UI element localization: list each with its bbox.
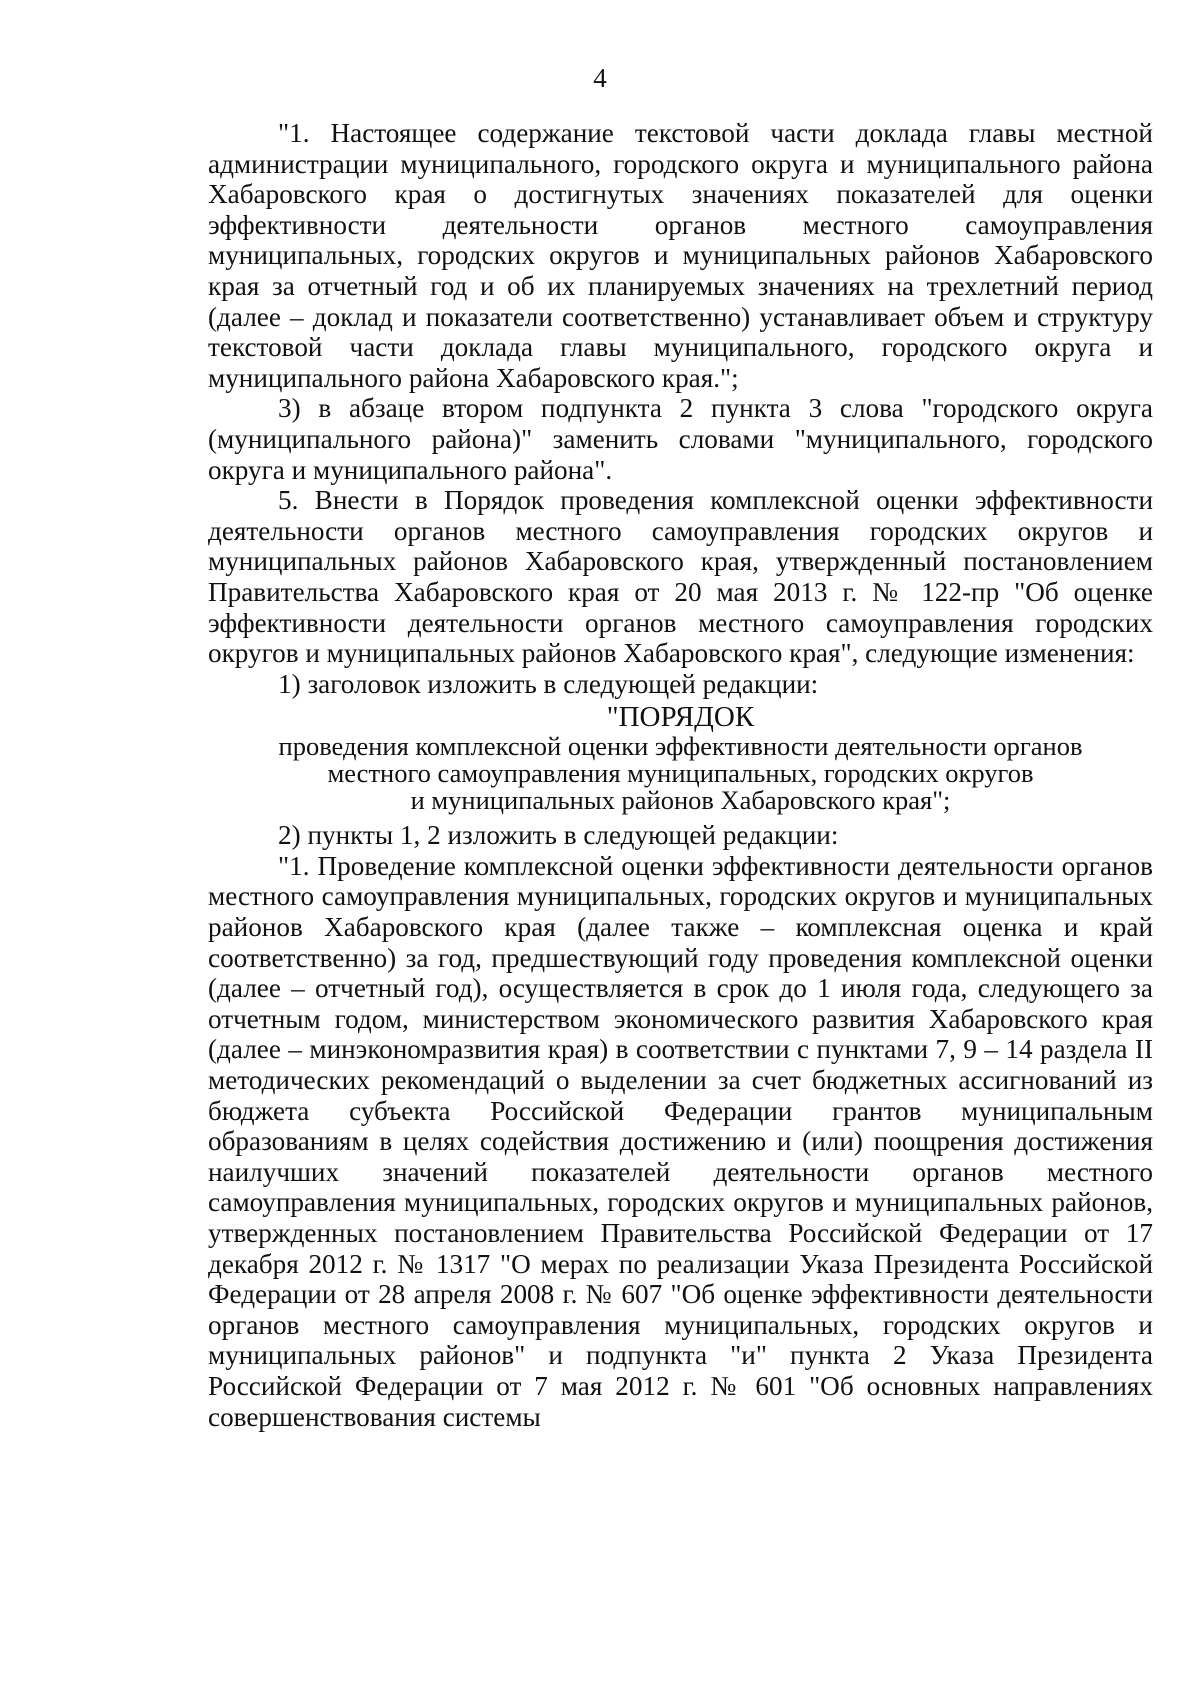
procedure-subtitle-line-1: проведения комплексной оценки эффективности деятельности органов <box>278 731 1083 762</box>
procedure-subtitle-line-2: местного самоуправления муниципальных, городских округов <box>327 758 1034 789</box>
paragraph-clause-1: "1. Настоящее содержание текстовой части доклада главы местной администрации муниципального, городского округа и муниципального района Хабаровского края о достигнутых значениях показателей для оценки эффективности деятельности органов местного самоуправления муниципальных, городских округов и муниципальных районов Хабаровского края за отчетный год и об их планируемых значениях на трехлетний период (далее – доклад и показатели соответственно) устанавливает объем и структуру текстовой части доклада главы муниципального, городского округа и муниципального района Хабаровского края."; <box>208 118 1153 393</box>
page-number: 4 <box>593 63 607 93</box>
paragraph-subclause-3: 3) в абзаце втором подпункта 2 пункта 3 слова "городского округа (муниципального района)" заменить словами "муниципального, городского округа и муниципального района". <box>208 393 1153 485</box>
paragraph-points-instruction: 2) пункты 1, 2 изложить в следующей редакции: <box>278 820 839 851</box>
paragraph-item-5: 5. Внести в Порядок проведения комплексной оценки эффективности деятельности органов местного самоуправления городских округов и муниципальных районов Хабаровского края, утвержденный постановлением Правительства Хабаровского края от 20 мая 2013 г. № 122-пр "Об оценке эффективности деятельности органов местного самоуправления городских округов и муниципальных районов Хабаровского края", следующие изменения: <box>208 485 1153 669</box>
paragraph-point-1: "1. Проведение комплексной оценки эффективности деятельности органов местного самоуправления муниципальных, городских округов и муниципальных районов Хабаровского края (далее также – комплексная оценка и край соответственно) за год, предшествующий году проведения комплексной оценки (далее – отчетный год), осуществляется в срок до 1 июля года, следующего за отчетным годом, министерством экономического развития Хабаровского края (далее – минэкономразвития края) в соответствии с пунктами 7, 9 – 14 раздела II методических рекомендаций о выделении за счет бюджетных ассигнований из бюджета субъекта Российской Федерации грантов муниципальным образованиям в целях содействия достижению и (или) поощрения достижения наилучших значений показателей деятельности органов местного самоуправления муниципальных, городских округов и муниципальных районов, утвержденных постановлением Правительства Российской Федерации от 17 декабря 2012 г. № 1317 "О мерах по реализации Указа Президента Российской Федерации от 28 апреля 2008 г. № 607 "Об оценке эффективности деятельности органов местного самоуправления муниципальных, городских округов и муниципальных районов" и подпункта "и" пункта 2 Указа Президента Российской Федерации от 7 мая 2012 г. № 601 "Об основных направлениях совершенствования системы <box>208 850 1153 1432</box>
procedure-title: "ПОРЯДОК <box>606 701 755 734</box>
paragraph-title-instruction: 1) заголовок изложить в следующей редакции: <box>278 668 819 699</box>
procedure-subtitle-line-3: и муниципальных районов Хабаровского края"; <box>410 785 951 816</box>
procedure-title-block <box>208 701 1153 814</box>
document-body <box>208 118 1153 1432</box>
